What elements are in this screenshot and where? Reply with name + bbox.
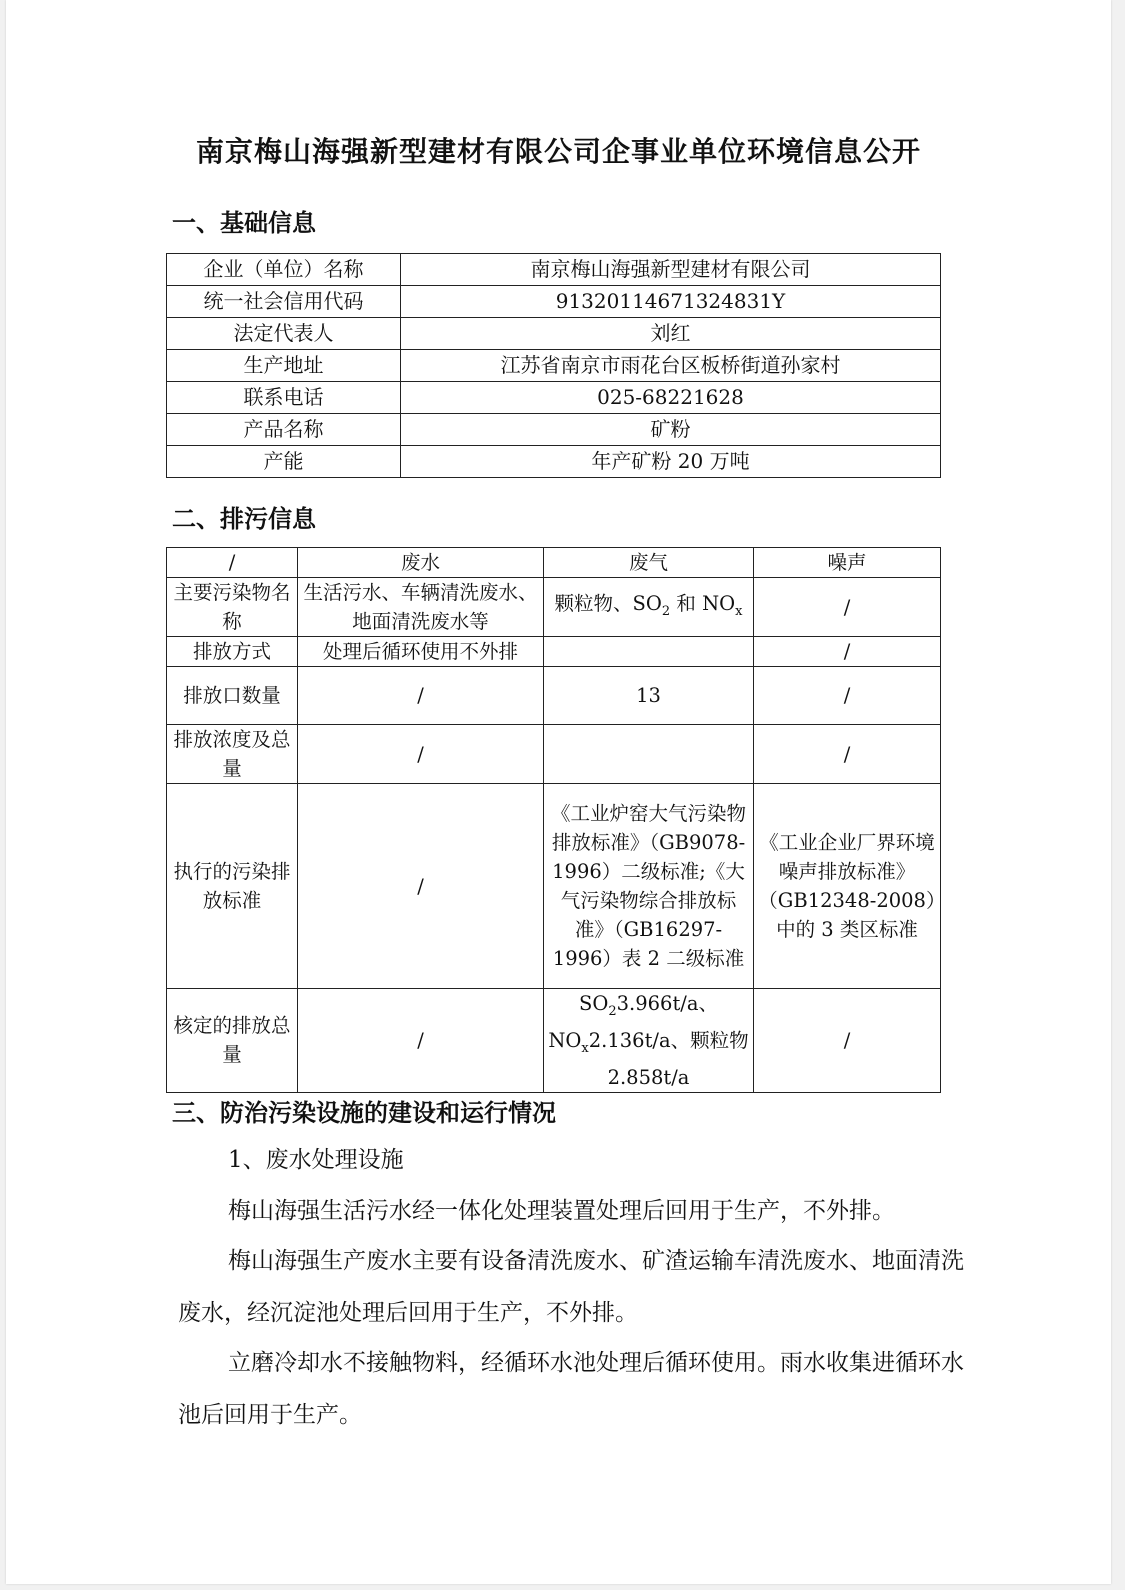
emission-table xyxy=(166,547,941,1093)
row-value: 南京梅山海强新型建材有限公司 xyxy=(401,254,941,286)
header-cell: / xyxy=(167,548,298,578)
row-value: 025-68221628 xyxy=(401,382,941,414)
row-label: 核定的排放总量 xyxy=(167,989,298,1093)
basic-info-table xyxy=(166,253,941,478)
gas-cell xyxy=(544,725,754,784)
row-value: 矿粉 xyxy=(401,414,941,446)
row-label: 主要污染物名称 xyxy=(167,578,298,637)
section-heading-basic: 一、基础信息 xyxy=(172,209,316,237)
table-row xyxy=(167,578,941,637)
table-row xyxy=(167,254,941,286)
row-value: 年产矿粉 20 万吨 xyxy=(401,446,941,478)
water-cell: 处理后循环使用不外排 xyxy=(298,637,544,667)
gas-cell xyxy=(544,637,754,667)
row-label: 执行的污染排放标准 xyxy=(167,784,298,989)
paragraph: 梅山海强生产废水主要有设备清洗废水、矿渣运输车清洗废水、地面清洗废水，经沉淀池处理后回用于生产，不外排。 xyxy=(178,1248,964,1326)
document-page xyxy=(6,0,1111,1584)
paragraph: 梅山海强生活污水经一体化处理装置处理后回用于生产，不外排。 xyxy=(228,1198,895,1224)
row-label: 统一社会信用代码 xyxy=(167,286,401,318)
table-row xyxy=(167,989,941,1093)
water-cell: 生活污水、车辆清洗废水、地面清洗废水等 xyxy=(298,578,544,637)
row-value: 刘红 xyxy=(401,318,941,350)
table-row xyxy=(167,382,941,414)
row-value: 91320114671324831Y xyxy=(401,286,941,318)
paragraph: 立磨冷却水不接触物料，经循环水池处理后循环使用。雨水收集进循环水池后回用于生产。 xyxy=(178,1350,964,1428)
gas-cell: 颗粒物、$SO_2$ 和 $NO_x$ xyxy=(544,578,754,637)
row-value: 江苏省南京市雨花台区板桥街道孙家村 xyxy=(401,350,941,382)
row-label: 生产地址 xyxy=(167,350,401,382)
section-heading-facilities: 三、防治污染设施的建设和运行情况 xyxy=(172,1099,556,1127)
noise-cell: / xyxy=(754,989,941,1093)
noise-cell: / xyxy=(754,725,941,784)
header-cell: 废气 xyxy=(544,548,754,578)
row-label: 产品名称 xyxy=(167,414,401,446)
row-label: 法定代表人 xyxy=(167,318,401,350)
row-label: 企业（单位）名称 xyxy=(167,254,401,286)
noise-cell: / xyxy=(754,578,941,637)
water-cell: / xyxy=(298,725,544,784)
table-row xyxy=(167,446,941,478)
water-cell: / xyxy=(298,667,544,725)
page-title: 南京梅山海强新型建材有限公司企事业单位环境信息公开 xyxy=(195,135,921,168)
table-row xyxy=(167,725,941,784)
header-cell: 噪声 xyxy=(754,548,941,578)
table-row xyxy=(167,414,941,446)
table-row xyxy=(167,667,941,725)
table-row xyxy=(167,350,941,382)
row-label: 排放口数量 xyxy=(167,667,298,725)
gas-cell: $SO_23.966t/a$、$NO_x2.136t/a$、颗粒物 2.858t/a xyxy=(544,989,754,1093)
gas-cell: 13 xyxy=(544,667,754,725)
noise-cell: / xyxy=(754,637,941,667)
noise-cell: 《工业企业厂界环境噪声排放标准》（GB12348-2008）中的 3 类区标准 xyxy=(754,784,941,989)
header-cell: 废水 xyxy=(298,548,544,578)
row-label: 排放浓度及总量 xyxy=(167,725,298,784)
water-cell: / xyxy=(298,784,544,989)
table-row xyxy=(167,286,941,318)
row-label: 联系电话 xyxy=(167,382,401,414)
table-header-row xyxy=(167,548,941,578)
row-label: 排放方式 xyxy=(167,637,298,667)
noise-cell: / xyxy=(754,667,941,725)
table-row xyxy=(167,637,941,667)
row-label: 产能 xyxy=(167,446,401,478)
subheading-wastewater: 1、废水处理设施 xyxy=(228,1147,404,1173)
table-row xyxy=(167,318,941,350)
section-heading-emission: 二、排污信息 xyxy=(172,505,316,533)
water-cell: / xyxy=(298,989,544,1093)
gas-cell: 《工业炉窑大气污染物排放标准》（GB9078-1996）二级标准;《大气污染物综合排放标准》（GB16297-1996）表 2 二级标准 xyxy=(544,784,754,989)
table-row xyxy=(167,784,941,989)
